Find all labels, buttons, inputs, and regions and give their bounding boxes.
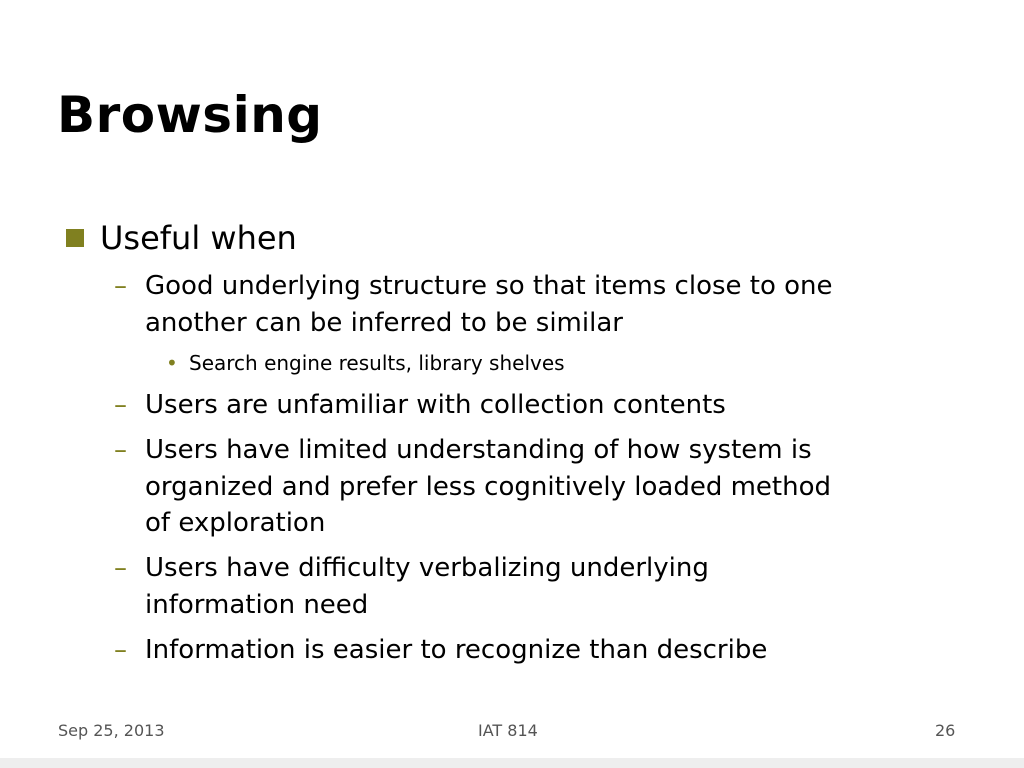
footer-date: Sep 25, 2013 bbox=[58, 721, 165, 740]
sub-bullet-verbalizing-line-1: Users have difficulty verbalizing underlying bbox=[145, 553, 709, 583]
square-bullet-icon bbox=[66, 229, 84, 247]
sub-bullet-structure-line-1: Good underlying structure so that items close to one bbox=[145, 271, 833, 301]
sub-bullet-limited-line-3: of exploration bbox=[145, 508, 326, 538]
sub-bullet-structure-line-2: another can be inferred to be similar bbox=[145, 308, 623, 338]
sub-bullet-limited-line-1: Users have limited understanding of how system is bbox=[145, 435, 812, 465]
slide-title: Browsing bbox=[57, 86, 323, 144]
dash-bullet-icon: – bbox=[114, 553, 127, 583]
dash-bullet-icon: – bbox=[114, 390, 127, 420]
dash-bullet-icon: – bbox=[114, 435, 127, 465]
dot-bullet-icon: • bbox=[166, 351, 178, 375]
sub-sub-bullet-examples: Search engine results, library shelves bbox=[189, 351, 565, 375]
sub-bullet-verbalizing-line-2: information need bbox=[145, 590, 369, 620]
sub-bullet-limited-line-2: organized and prefer less cognitively loaded method bbox=[145, 472, 831, 502]
footer-course: IAT 814 bbox=[478, 721, 538, 740]
bullet-useful-when: Useful when bbox=[100, 219, 297, 257]
dash-bullet-icon: – bbox=[114, 635, 127, 665]
footer-page-number: 26 bbox=[935, 721, 956, 740]
bottom-divider bbox=[0, 758, 1024, 768]
sub-bullet-recognize: Information is easier to recognize than describe bbox=[145, 635, 768, 665]
dash-bullet-icon: – bbox=[114, 271, 127, 301]
sub-bullet-unfamiliar: Users are unfamiliar with collection contents bbox=[145, 390, 726, 420]
